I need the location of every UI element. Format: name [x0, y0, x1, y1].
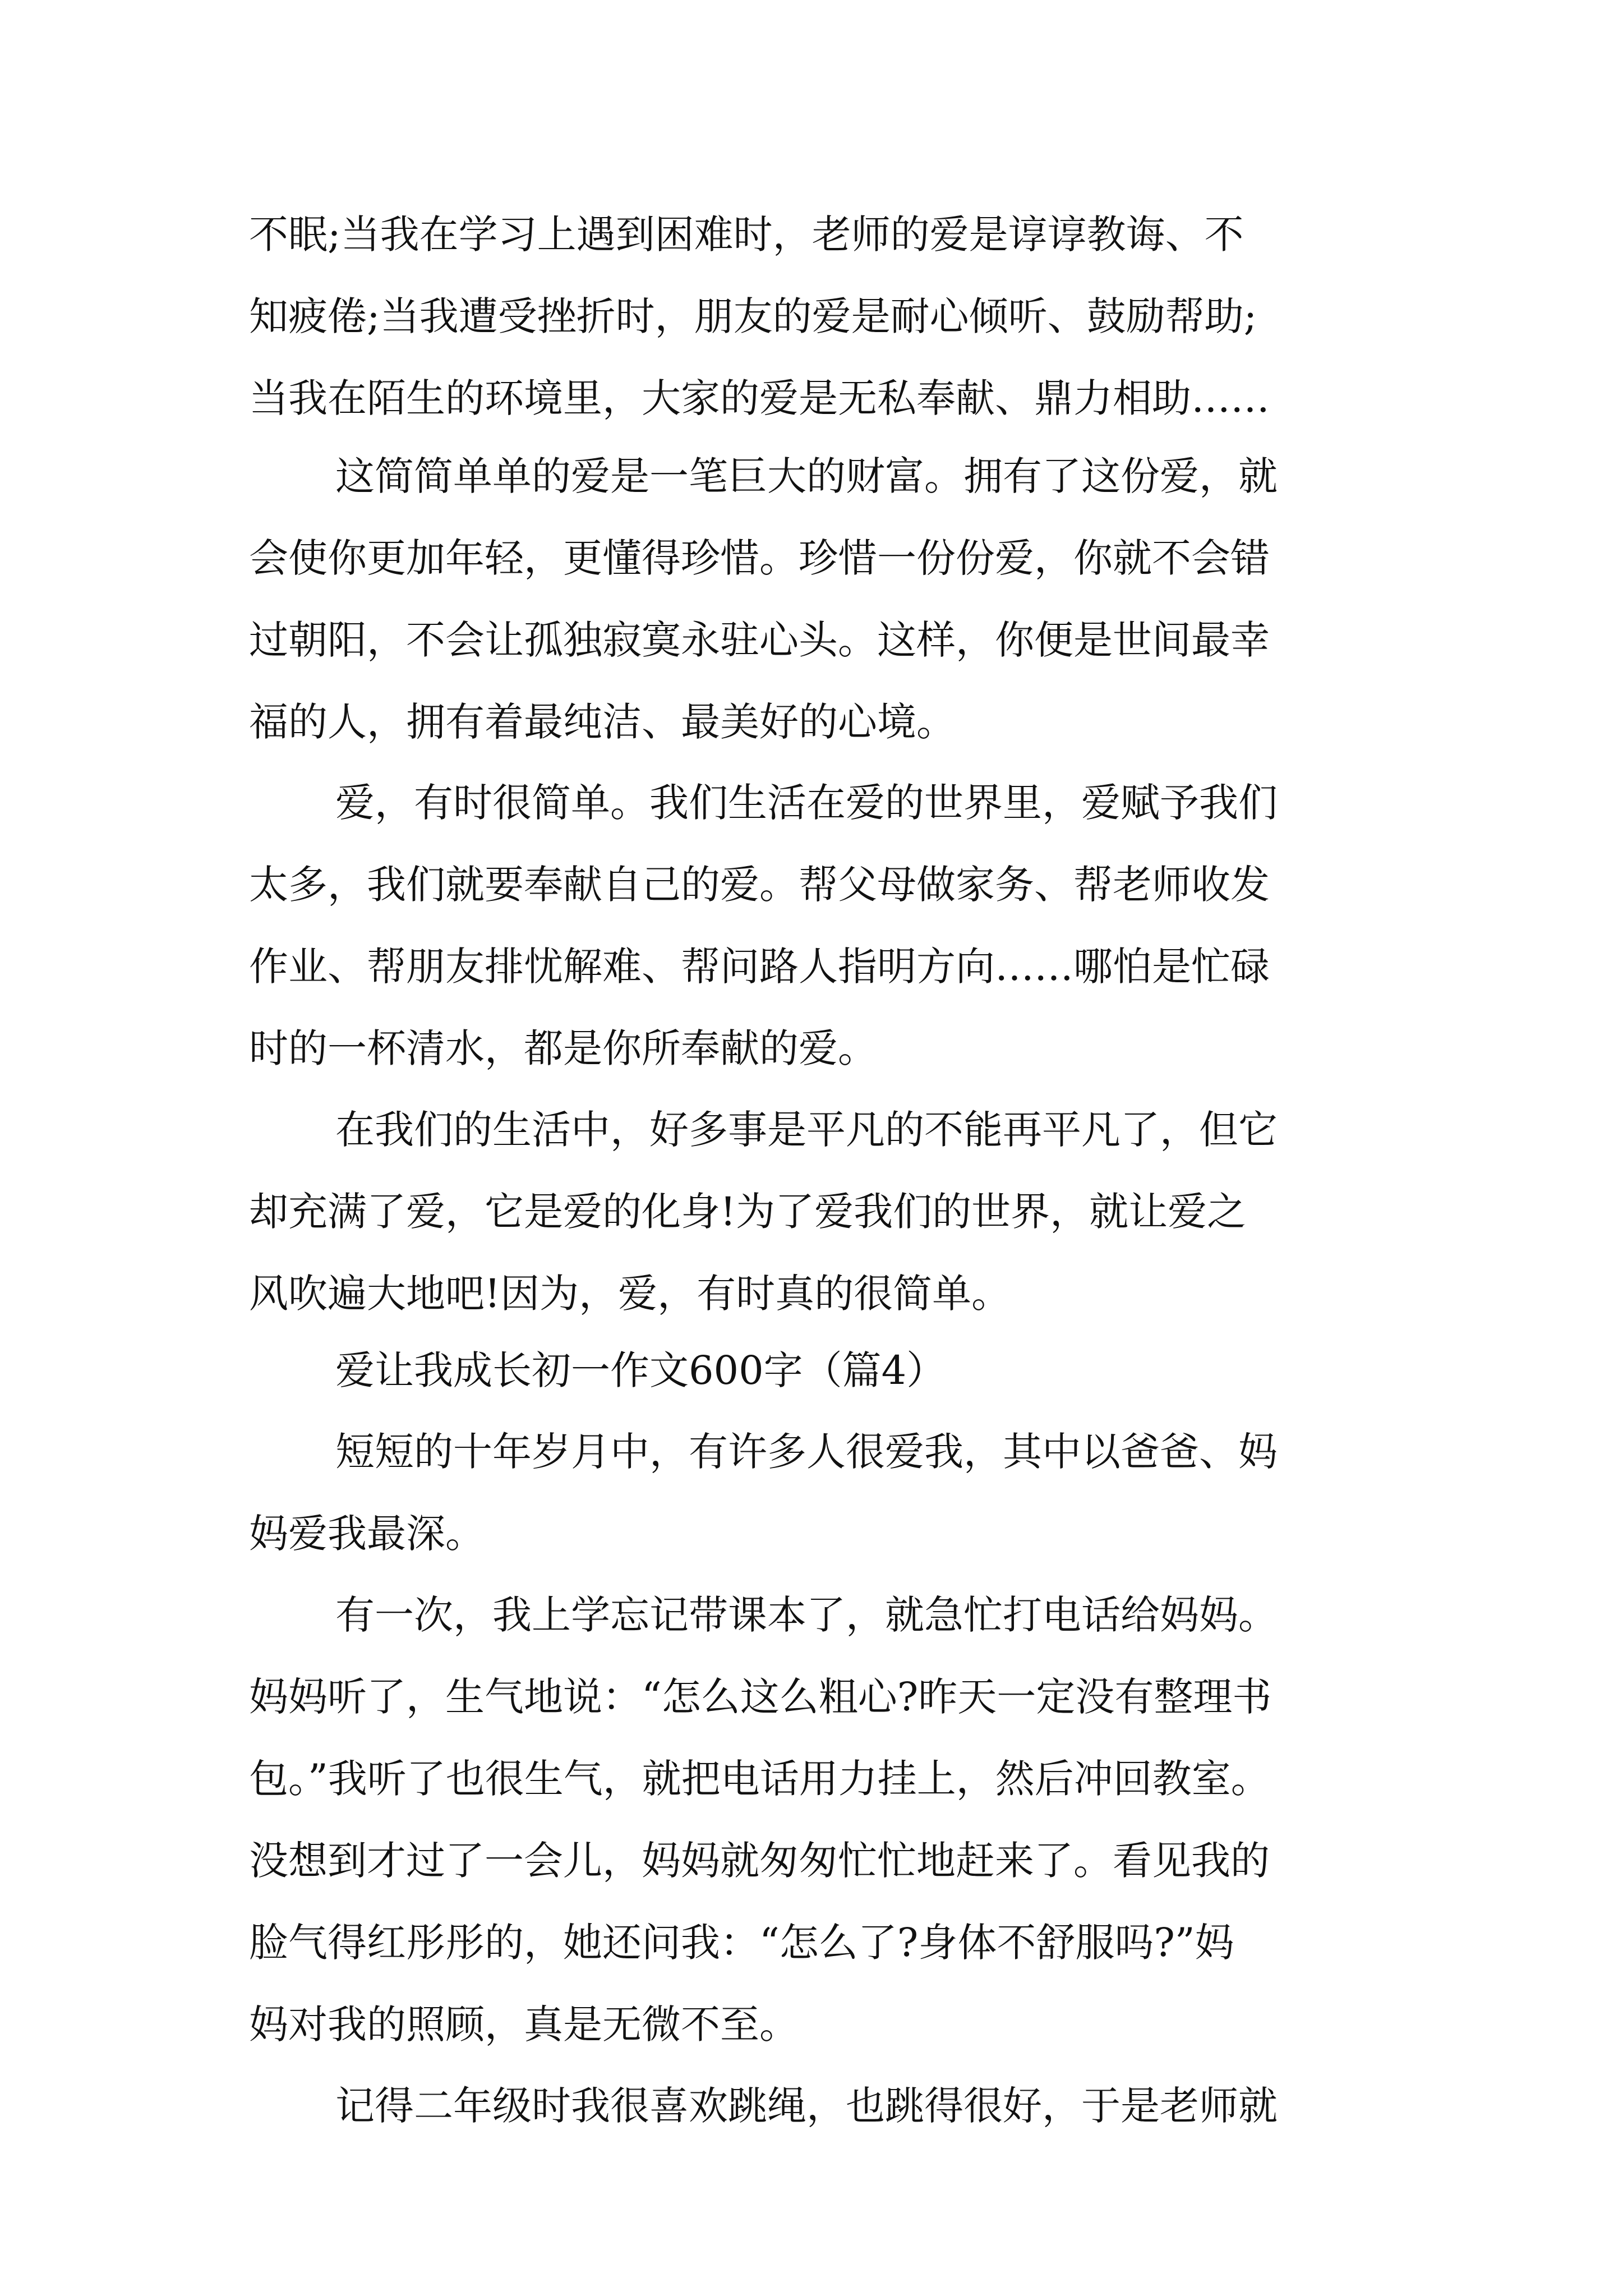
text-line: 包。”我听了也很生气，就把电话用力挂上，然后冲回教室。: [249, 1756, 1270, 1802]
section-heading: 爱让我成长初一作文600字（篇4）: [335, 1347, 946, 1393]
text-line: 脸气得红彤彤的，她还问我：“怎么了?身体不舒服吗?”妈: [249, 1920, 1234, 1966]
text-line: 不眠;当我在学习上遇到困难时，老师的爱是谆谆教诲、不: [249, 211, 1244, 257]
paragraph-first-line: 记得二年级时我很喜欢跳绳，也跳得很好，于是老师就: [335, 2083, 1278, 2129]
text-line: 妈妈听了，生气地说：“怎么这么粗心?昨天一定没有整理书: [249, 1674, 1272, 1720]
text-line: 太多，我们就要奉献自己的爱。帮父母做家务、帮老师收发: [249, 862, 1270, 908]
paragraph-first-line: 爱，有时很简单。我们生活在爱的世界里，爱赋予我们: [335, 780, 1278, 826]
paragraph-first-line: 这简简单单的爱是一笔巨大的财富。拥有了这份爱，就: [335, 453, 1278, 499]
text-line: 当我在陌生的环境里，大家的爱是无私奉献、鼎力相助……: [249, 375, 1270, 421]
text-line: 会使你更加年轻，更懂得珍惜。珍惜一份份爱，你就不会错: [249, 535, 1270, 581]
paragraph-first-line: 有一次，我上学忘记带课本了，就急忙打电话给妈妈。: [335, 1592, 1278, 1638]
text-line: 却充满了爱，它是爱的化身!为了爱我们的世界，就让爱之: [249, 1189, 1247, 1235]
paragraph-first-line: 短短的十年岁月中，有许多人很爱我，其中以爸爸、妈: [335, 1429, 1278, 1475]
text-line: 风吹遍大地吧!因为，爱，有时真的很简单。: [249, 1271, 1011, 1317]
text-line: 福的人，拥有着最纯洁、最美好的心境。: [249, 699, 956, 745]
text-line: 时的一杯清水，都是你所奉献的爱。: [249, 1025, 877, 1071]
text-line: 妈对我的照顾，真是无微不至。: [249, 2001, 799, 2047]
text-line: 妈爱我最深。: [249, 1511, 485, 1557]
text-line: 作业、帮朋友排忧解难、帮问路人指明方向……哪怕是忙碌: [249, 944, 1270, 990]
paragraph-first-line: 在我们的生活中，好多事是平凡的不能再平凡了，但它: [335, 1107, 1278, 1153]
text-line: 知疲倦;当我遭受挫折时，朋友的爱是耐心倾听、鼓励帮助;: [249, 293, 1257, 339]
text-line: 过朝阳，不会让孤独寂寞永驻心头。这样，你便是世间最幸: [249, 617, 1270, 663]
text-line: 没想到才过了一会儿，妈妈就匆匆忙忙地赶来了。看见我的: [249, 1838, 1270, 1884]
